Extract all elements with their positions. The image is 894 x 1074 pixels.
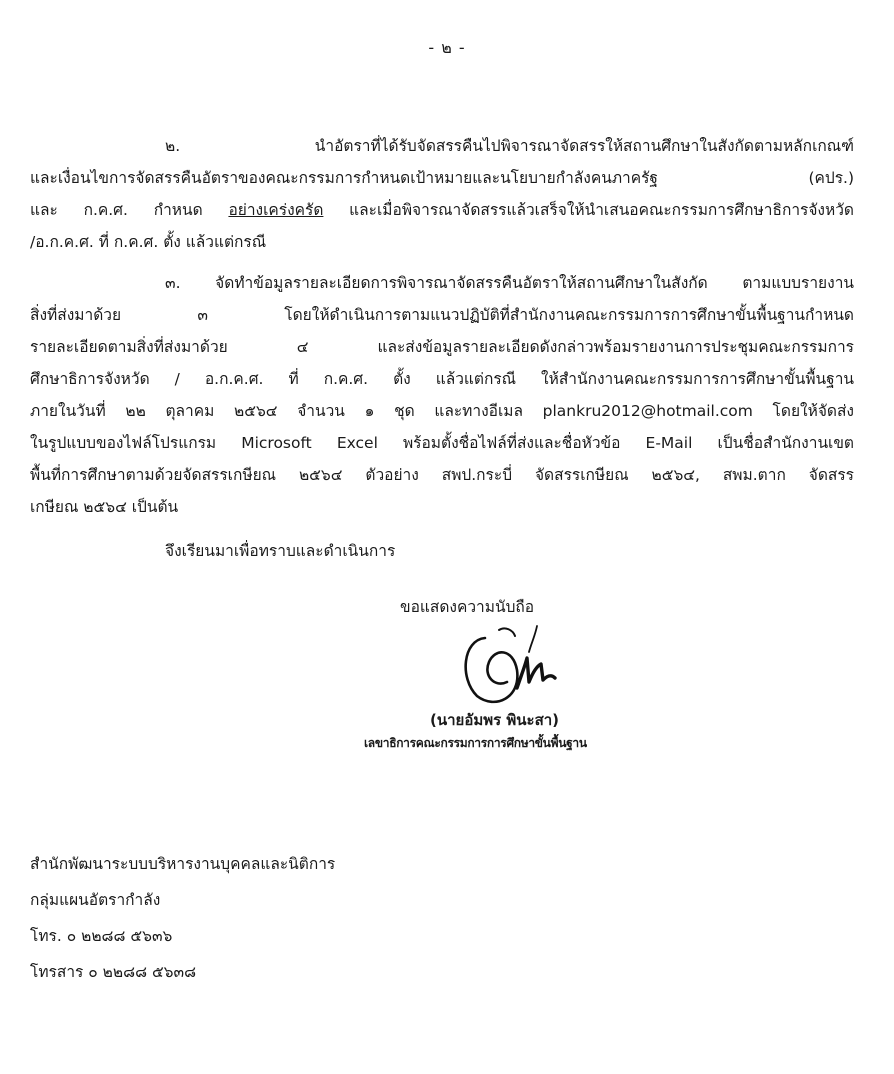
paragraph-3-line-1: ๓. จัดทำข้อมูลรายละเอียดการพิจารณาจัดสรรคืนอัตราให้สถานศึกษาในสังกัด ตามแบบรายงาน bbox=[165, 274, 854, 292]
paragraph-3-line-7: พื้นที่การศึกษาตามด้วยจัดสรรเกษียณ ๒๕๖๔ ตัวอย่าง สพป.กระบี่ จัดสรรเกษียณ ๒๕๖๔, สพม.ตาก จัดสรร bbox=[30, 466, 854, 484]
handwritten-signature-image bbox=[455, 618, 575, 714]
paragraph-2-line-3-start: และ ก.ค.ศ. กำหนด bbox=[30, 201, 229, 219]
sender-group: กลุ่มแผนอัตรากำลัง bbox=[30, 891, 161, 909]
signatory-name: (นายอัมพร พินะสา) bbox=[430, 711, 560, 729]
paragraph-3-line-4: ศึกษาธิการจังหวัด / อ.ก.ค.ศ. ที่ ก.ค.ศ. ตั้ง แล้วแต่กรณี ให้สำนักงานคณะกรรมการการศึกษาขั้นพื้นฐาน bbox=[30, 370, 854, 388]
paragraph-2-line-1: ๒. นำอัตราที่ได้รับจัดสรรคืนไปพิจารณาจัดสรรให้สถานศึกษาในสังกัดตามหลักเกณฑ์ bbox=[165, 137, 854, 155]
paragraph-3-line-8: เกษียณ ๒๕๖๔ เป็นต้น bbox=[30, 498, 179, 516]
paragraph-3-line-5: ภายในวันที่ ๒๒ ตุลาคม ๒๕๖๔ จำนวน ๑ ชุด และทางอีเมล plankru2012@hotmail.com โดยให้จัดส่ง bbox=[30, 402, 854, 420]
closing-sentence: จึงเรียนมาเพื่อทราบและดำเนินการ bbox=[165, 542, 396, 560]
sender-office: สำนักพัฒนาระบบบริหารงานบุคคลและนิติการ bbox=[30, 855, 336, 873]
paragraph-3-line-2: สิ่งที่ส่งมาด้วย ๓ โดยให้ดำเนินการตามแนวปฏิบัติที่สำนักงานคณะกรรมการการศึกษาขั้นพื้นฐานกำหนด bbox=[30, 306, 854, 324]
paragraph-2-line-3 bbox=[30, 194, 854, 226]
sender-fax: โทรสาร ๐ ๒๒๘๘ ๕๖๓๘ bbox=[30, 963, 197, 981]
signature-greeting: ขอแสดงความนับถือ bbox=[400, 598, 535, 616]
paragraph-3-line-6: ในรูปแบบของไฟล์โปรแกรม Microsoft Excel พร้อมตั้งชื่อไฟล์ที่ส่งและชื่อหัวข้อ E-Mail เป็นชื่อสำนักงานเขต bbox=[30, 434, 854, 452]
sender-info bbox=[30, 846, 335, 990]
paragraph-2-line-4: /อ.ก.ค.ศ. ที่ ก.ค.ศ. ตั้ง แล้วแต่กรณี bbox=[30, 233, 267, 251]
emphasis-strictly: อย่างเคร่งครัด bbox=[228, 201, 324, 219]
paragraph-2-line-2: และเงื่อนไขการจัดสรรคืนอัตราของคณะกรรมการกำหนดเป้าหมายและนโยบายกำลังคนภาครัฐ (คปร.) bbox=[30, 169, 854, 187]
paragraph-2-line-3-end: และเมื่อพิจารณาจัดสรรแล้วเสร็จให้นำเสนอคณะกรรมการศึกษาธิการจังหวัด bbox=[323, 201, 854, 219]
paragraph-3-line-3: รายละเอียดตามสิ่งที่ส่งมาด้วย ๔ และส่งข้อมูลรายละเอียดดังกล่าวพร้อมรายงานการประชุมคณะกรรมการ bbox=[30, 338, 854, 356]
signature-strokes bbox=[455, 618, 575, 710]
paragraph-2 bbox=[30, 130, 854, 258]
paragraph-3 bbox=[30, 267, 854, 523]
signatory-title: เลขาธิการคณะกรรมการการศึกษาขั้นพื้นฐาน bbox=[364, 736, 587, 750]
sender-phone: โทร. ๐ ๒๒๘๘ ๕๖๓๖ bbox=[30, 927, 173, 945]
page-number: - ๒ - bbox=[428, 38, 466, 57]
